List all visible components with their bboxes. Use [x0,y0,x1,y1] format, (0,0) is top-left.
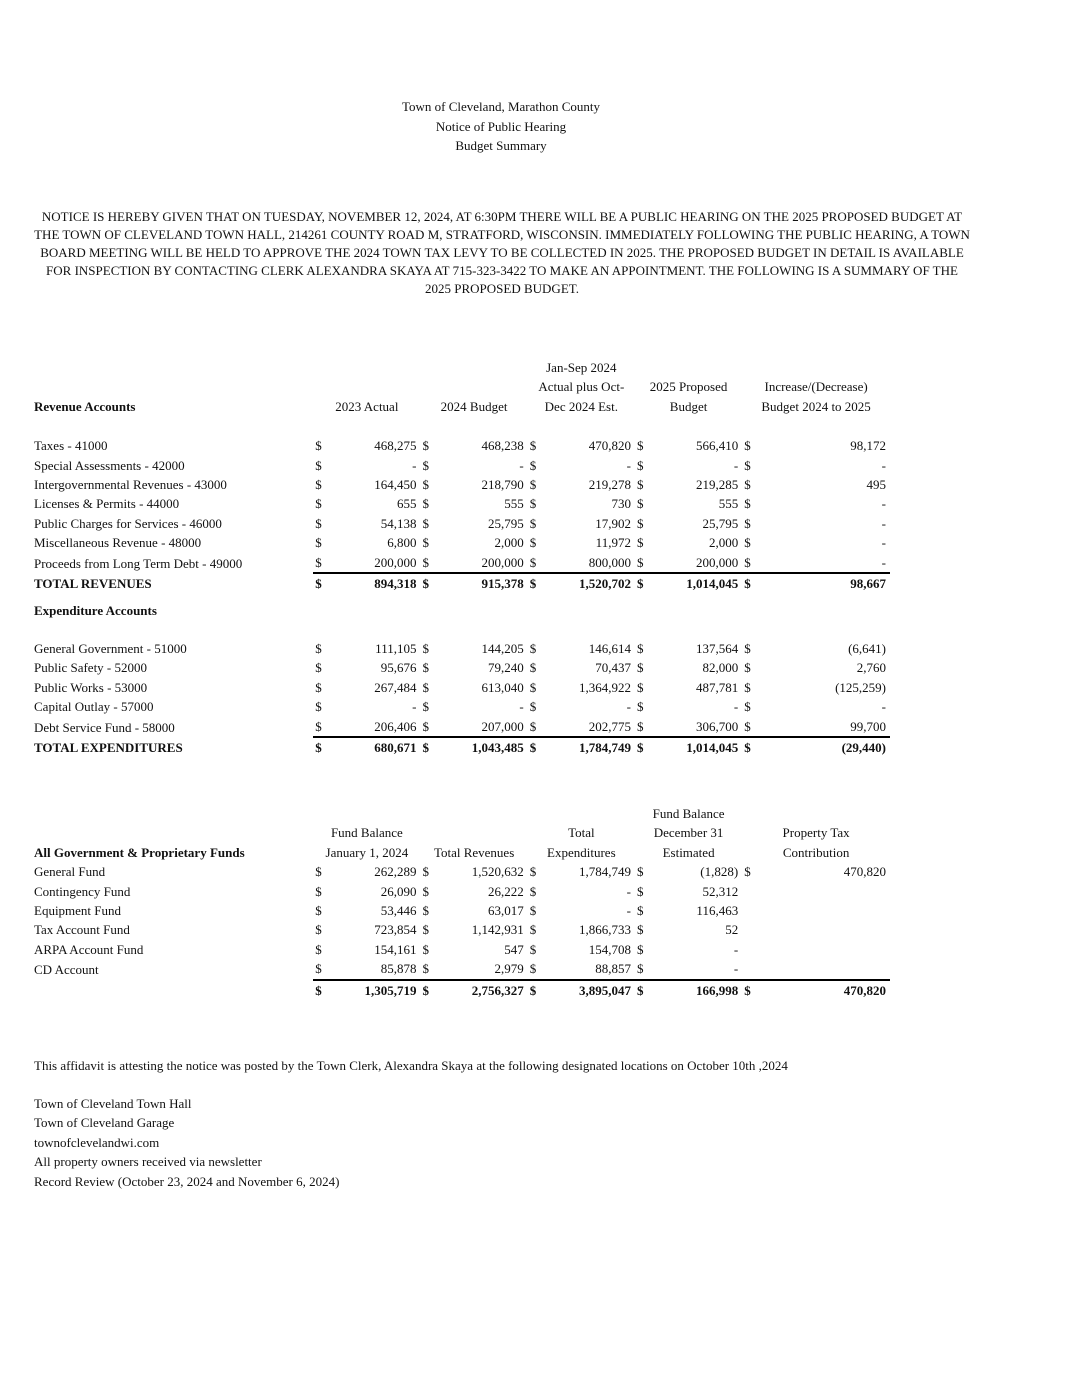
fund-row-2-label: Contingency Fund [34,883,131,899]
revenue-row-3-value-2: 218,790 [481,477,524,493]
fund-row-2-value-4: 52,312 [702,883,739,899]
col-2025-proposed: 2025 Proposed Budget [649,379,728,414]
fund-row-5-currency-5 [742,940,758,959]
expenditure-row-4-value-5: - [881,699,886,715]
fund-row-2-currency-3: $ [529,883,537,899]
expenditure-row-4 [34,697,890,716]
revenue-row-3-value-3: 219,278 [588,477,631,493]
expenditure-row-3-currency-4: $ [636,679,644,695]
revenue-row-4-value-3: 730 [611,496,631,512]
revenue-row-4-value-2: 555 [504,496,524,512]
expenditure-row-1-value-1: 111,105 [375,640,417,656]
fund-row-4-currency-1: $ [315,922,322,938]
revenue-row-1-value-1: 468,275 [374,438,417,454]
fund-row-3-value-3: - [626,903,631,919]
revenue-row-2-currency-1: $ [315,457,322,473]
expenditure-row-2-currency-3: $ [529,660,537,676]
fund-row-5-value-2: 547 [504,941,524,957]
expenditure-row-4-currency-4: $ [636,699,644,715]
revenue-row-3 [34,475,890,494]
revenue-row-6-currency-4: $ [636,535,644,551]
expenditure-row-3 [34,678,890,697]
fund-row-1-currency-4: $ [636,864,644,880]
funds-total-row-currency-1: $ [313,980,329,1000]
fund-row-3-value-1: 53,446 [380,903,417,919]
revenue-row-7-label: Proceeds from Long Term Debt - 49000 [34,555,243,571]
expenditure-row-5-currency-3: $ [528,717,544,737]
revenue-row-5-currency-3: $ [529,515,537,531]
expenditure-row-1-currency-1: $ [315,640,322,656]
revenue-row-5 [34,514,890,533]
revenue-row-7-value-5: - [758,553,890,573]
expenditure-row-5-value-5: 99,700 [758,717,890,737]
location-item-3: townofclevelandwi.com [34,1134,160,1150]
fund-row-1-label: General Fund [34,864,106,880]
expenditure-row-4-value-3: - [626,699,631,715]
expenditure-row-3-currency-3: $ [529,679,537,695]
revenue-row-1-label: Taxes - 41000 [34,438,108,454]
revenue-row-5-value-5: - [881,515,886,531]
fund-row-1 [34,862,890,881]
expenditure-row-2-label: Public Safety - 52000 [34,660,148,676]
total-expenditures-row [34,737,890,757]
total-expenditures-row-currency-1: $ [313,737,329,757]
revenue-row-5-value-4: 25,795 [702,515,739,531]
total-revenues-row-currency-1: $ [313,573,329,593]
fund-row-5-value-5 [758,940,890,959]
expenditure-row-2-currency-4: $ [636,660,644,676]
expenditure-row-5-value-1: 206,406 [329,717,420,737]
expenditure-row-5-value-2: 207,000 [437,717,528,737]
expenditure-row-4-value-4: - [733,699,739,715]
fund-row-1-value-3: 1,784,749 [578,864,631,880]
revenue-row-1 [34,436,890,455]
affidavit-statement: This affidavit is attesting the notice was posted by the Town Clerk, Alexandra Skaya at the following designated locations on October 10th ,2024 [34,1058,788,1073]
revenue-row-2-currency-5: $ [744,457,751,473]
revenue-row-6-value-3: 11,972 [595,535,631,551]
revenue-row-1-value-3: 470,820 [588,438,631,454]
expenditure-row-1-currency-4: $ [636,640,644,656]
revenue-row-7-currency-4: $ [635,553,651,573]
total-expenditures-row-currency-3: $ [528,737,544,757]
budget-summary-table [34,358,890,757]
revenue-row-1-currency-5: $ [744,438,751,454]
total-revenues-row-value-4: 1,014,045 [651,573,742,593]
col-increase-decrease: Increase/(Decrease) Budget 2024 to 2025 [761,379,871,414]
revenue-row-7-value-3: 800,000 [544,553,635,573]
total-expenditures-row-currency-5: $ [742,737,758,757]
fund-row-6-value-1: 85,878 [329,959,420,979]
col-property-tax: Property Tax Contribution [782,825,850,860]
fund-row-3 [34,901,890,920]
expenditure-row-1-value-2: 144,205 [481,640,524,656]
revenue-row-6-currency-5: $ [744,535,751,551]
fund-row-3-value-4: 116,463 [696,903,739,919]
fund-row-4-label: Tax Account Fund [34,922,130,938]
fund-row-5-value-1: 154,161 [374,941,417,957]
revenue-row-3-currency-5: $ [744,477,751,493]
expenditure-row-2-currency-1: $ [315,660,322,676]
expenditure-row-2-value-5: 2,760 [856,660,886,676]
funds-total-row-currency-5: $ [742,980,758,1000]
col-fund-balance-dec: Fund Balance December 31 Estimated [652,806,725,860]
expenditure-row-1 [34,639,890,658]
expenditure-row-3-value-3: 1,364,922 [578,679,631,695]
total-expenditures-row-value-5: (29,440) [758,737,890,757]
fund-row-5-currency-4: $ [636,941,644,957]
revenue-row-7-value-1: 200,000 [329,553,420,573]
expenditure-row-5 [34,717,890,737]
expenditure-row-4-currency-1: $ [315,699,322,715]
fund-row-5-label: ARPA Account Fund [34,941,144,957]
expenditure-row-4-value-2: - [519,699,524,715]
expenditure-row-4-value-1: - [412,699,417,715]
total-expenditures-row-value-3: 1,784,749 [544,737,635,757]
revenue-row-3-currency-3: $ [529,477,537,493]
expenditure-row-2-value-3: 70,437 [595,660,631,676]
funds-heading: All Government & Proprietary Funds [34,844,245,860]
expenditure-row-3-value-4: 487,781 [695,679,739,695]
fund-row-6-currency-5 [742,959,758,979]
revenue-row-2-value-4: - [733,457,739,473]
fund-row-2 [34,882,890,901]
col-fund-balance-jan: Fund Balance January 1, 2024 [325,825,409,860]
fund-row-2-currency-2: $ [422,883,429,899]
expenditure-accounts-heading: Expenditure Accounts [34,603,157,619]
funds-total-row [34,980,890,1000]
revenue-accounts-heading: Revenue Accounts [34,398,136,414]
revenue-row-4-value-5: - [881,496,886,512]
revenue-row-5-currency-2: $ [422,515,429,531]
fund-row-2-value-2: 26,222 [487,883,524,899]
fund-row-3-value-5 [758,901,890,920]
revenue-row-7-currency-5: $ [742,553,758,573]
funds-total-row-value-4: 166,998 [651,980,742,1000]
expenditure-row-5-currency-2: $ [420,717,436,737]
revenue-row-3-value-5: 495 [866,477,886,493]
budget-spacer-3-cell [34,621,890,639]
fund-row-4-value-2: 1,142,931 [471,922,524,938]
fund-row-5 [34,940,890,959]
location-item-5: Record Review (October 23, 2024 and November 6, 2024) [34,1173,340,1189]
total-revenues-row-currency-3: $ [528,573,544,593]
revenue-row-2-currency-4: $ [636,457,644,473]
fund-row-4-currency-4: $ [636,922,644,938]
budget-spacer-2-cell [34,593,890,601]
col-total-revenues: Total Revenues [433,844,515,860]
fund-row-4-value-3: 1,866,733 [578,922,631,938]
expenditure-row-2 [34,658,890,677]
fund-row-6-currency-2: $ [420,959,436,979]
revenue-row-6-value-4: 2,000 [708,535,739,551]
revenue-row-6-value-1: 6,800 [387,535,417,551]
expenditure-row-1-value-4: 137,564 [695,640,739,656]
fund-row-1-value-2: 1,520,632 [471,864,524,880]
fund-row-4-currency-5 [742,920,758,939]
revenue-row-1-value-2: 468,238 [481,438,524,454]
fund-row-5-currency-2: $ [422,941,429,957]
total-revenues-row-currency-4: $ [635,573,651,593]
funds-total-row-currency-4: $ [635,980,651,1000]
fund-row-6 [34,959,890,979]
total-expenditures-row-label: TOTAL EXPENDITURES [34,739,183,755]
fund-row-3-currency-4: $ [636,903,644,919]
revenue-row-4-currency-5: $ [744,496,751,512]
total-expenditures-row-currency-2: $ [420,737,436,757]
location-item-2: Town of Cleveland Garage [34,1115,175,1131]
revenue-row-7-currency-3: $ [528,553,544,573]
total-expenditures-row-value-1: 680,671 [329,737,420,757]
fund-row-1-currency-5: $ [744,864,751,880]
revenue-row-4-value-4: 555 [718,496,739,512]
fund-row-1-value-5: 470,820 [843,864,886,880]
funds-table [34,804,890,1000]
revenue-row-4-currency-4: $ [636,496,644,512]
fund-row-2-currency-4: $ [636,883,644,899]
budget-spacer-3 [34,621,890,639]
revenue-row-3-value-1: 164,450 [374,477,417,493]
total-revenues-row-value-2: 915,378 [437,573,528,593]
total-revenues-row-currency-2: $ [420,573,436,593]
col-2024-actual-est: Jan-Sep 2024 Actual plus Oct- Dec 2024 Est. [538,360,625,414]
fund-row-2-value-5 [758,882,890,901]
notice-paragraph: NOTICE IS HEREBY GIVEN THAT ON TUESDAY, NOVEMBER 12, 2024, AT 6:30PM THERE WILL BE A PUBLIC HEARING ON THE 2025 PROPOSED BUDGET AT THE TOWN OF CLEVELAND TOWN HALL, 214261 COUNTY ROAD M, STRATFORD, WISCONSIN. IMMEDIATELY FOLLOWING THE PUBLIC HEARING, A TOWN BOARD MEETING WILL BE HELD TO APPROVE THE 2024 TOWN TAX LEVY TO BE COLLECTED IN 2025. THE PROPOSED BUDGET IN DETAIL IS AVAILABLE FOR INSPECTION BY CONTACTING CLERK ALEXANDRA SKAYA AT 715-323-3422 TO MAKE AN APPOINTMENT. THE FOLLOWING IS A SUMMARY OF THE 2025 PROPOSED BUDGET. [34,209,970,296]
revenue-row-5-label: Public Charges for Services - 46000 [34,515,222,531]
budget-header-row [34,358,890,416]
revenue-row-5-currency-5: $ [744,515,751,531]
revenue-row-7 [34,553,890,573]
fund-row-6-currency-1: $ [313,959,329,979]
fund-row-2-value-3: - [626,883,631,899]
funds-total-row-value-1: 1,305,719 [329,980,420,1000]
revenue-row-5-value-3: 17,902 [595,515,631,531]
expenditure-row-3-currency-2: $ [422,679,429,695]
revenue-row-5-currency-1: $ [315,515,322,531]
funds-total-row-currency-2: $ [420,980,436,1000]
fund-row-6-currency-4: $ [635,959,651,979]
revenue-row-2-value-5: - [881,457,886,473]
fund-row-3-value-2: 63,017 [487,903,524,919]
expenditure-row-5-value-3: 202,775 [544,717,635,737]
revenue-row-5-value-1: 54,138 [380,515,417,531]
fund-row-3-currency-2: $ [422,903,429,919]
expenditure-row-2-currency-2: $ [422,660,429,676]
revenue-row-7-value-4: 200,000 [651,553,742,573]
revenue-row-2 [34,456,890,475]
revenue-row-6 [34,533,890,552]
budget-spacer-2 [34,593,890,601]
expenditure-row-5-currency-4: $ [635,717,651,737]
expenditure-accounts-heading-row [34,601,890,620]
fund-row-6-label: CD Account [34,962,99,978]
revenue-row-3-currency-2: $ [422,477,429,493]
total-revenues-row [34,573,890,593]
revenue-row-4-currency-1: $ [315,496,322,512]
budget-spacer-1 [34,416,890,436]
col-total-expenditures: Total Expenditures [547,825,616,860]
location-item-4: All property owners received via newsletter [34,1154,262,1170]
fund-row-6-value-5 [758,959,890,979]
revenue-row-5-currency-4: $ [636,515,644,531]
expenditure-row-5-currency-1: $ [313,717,329,737]
revenue-row-2-currency-2: $ [422,457,429,473]
total-expenditures-row-value-2: 1,043,485 [437,737,528,757]
expenditure-row-3-value-1: 267,484 [374,679,417,695]
revenue-row-6-label: Miscellaneous Revenue - 48000 [34,535,202,551]
revenue-row-3-currency-1: $ [315,477,322,493]
expenditure-row-1-currency-3: $ [529,640,537,656]
revenue-row-2-currency-3: $ [529,457,537,473]
fund-row-3-label: Equipment Fund [34,903,122,919]
fund-row-1-currency-1: $ [315,864,322,880]
header-budget-summary: Budget Summary [455,138,547,153]
funds-total-row-value-2: 2,756,327 [437,980,528,1000]
fund-row-6-currency-3: $ [528,959,544,979]
revenue-row-6-value-5: - [881,535,886,551]
fund-row-3-currency-3: $ [529,903,537,919]
revenue-row-4-currency-2: $ [422,496,429,512]
fund-row-5-value-3: 154,708 [588,941,631,957]
fund-row-5-value-4: - [733,941,739,957]
fund-row-2-value-1: 26,090 [380,883,417,899]
revenue-row-7-currency-2: $ [420,553,436,573]
revenue-row-3-value-4: 219,285 [695,477,739,493]
revenue-row-6-value-2: 2,000 [494,535,524,551]
fund-row-6-value-3: 88,857 [544,959,635,979]
fund-row-1-currency-2: $ [422,864,429,880]
expenditure-row-4-label: Capital Outlay - 57000 [34,699,154,715]
revenue-row-7-value-2: 200,000 [437,553,528,573]
revenue-row-4-currency-3: $ [529,496,537,512]
fund-row-2-currency-1: $ [315,883,322,899]
fund-row-1-value-4: (1,828) [700,864,739,880]
revenue-row-6-currency-3: $ [529,535,537,551]
funds-total-row-value-5: 470,820 [758,980,890,1000]
total-expenditures-row-currency-4: $ [635,737,651,757]
revenue-row-7-currency-1: $ [313,553,329,573]
fund-row-1-value-1: 262,289 [374,864,417,880]
total-revenues-row-value-5: 98,667 [758,573,890,593]
funds-total-row-currency-3: $ [528,980,544,1000]
header-notice-title: Notice of Public Hearing [435,118,567,134]
expenditure-row-1-value-5: (6,641) [848,640,886,656]
expenditure-row-3-label: Public Works - 53000 [34,679,148,695]
funds-total-row-value-3: 3,895,047 [544,980,635,1000]
revenue-row-4-label: Licenses & Permits - 44000 [34,496,180,512]
expenditure-row-2-value-1: 95,676 [380,660,417,676]
expenditure-row-4-currency-5: $ [744,699,751,715]
revenue-row-6-currency-2: $ [422,535,429,551]
fund-row-3-currency-1: $ [315,903,322,919]
expenditure-row-3-currency-5: $ [744,679,751,695]
fund-row-6-value-2: 2,979 [437,959,528,979]
total-revenues-row-currency-5: $ [742,573,758,593]
fund-row-4-currency-3: $ [529,922,537,938]
expenditure-row-3-currency-1: $ [315,679,322,695]
total-expenditures-row-value-4: 1,014,045 [651,737,742,757]
revenue-row-3-label: Intergovernmental Revenues - 43000 [34,477,227,493]
revenue-row-1-currency-3: $ [529,438,537,454]
funds-total-row-label [34,980,313,1000]
expenditure-row-2-value-2: 79,240 [487,660,524,676]
expenditure-row-1-currency-2: $ [422,640,429,656]
expenditure-row-1-label: General Government - 51000 [34,640,187,656]
revenue-row-2-value-1: - [412,457,417,473]
expenditure-row-5-value-4: 306,700 [651,717,742,737]
revenue-row-1-currency-4: $ [636,438,644,454]
fund-row-4-value-4: 52 [725,922,739,938]
revenue-row-6-currency-1: $ [315,535,322,551]
fund-row-6-value-4: - [651,959,742,979]
expenditure-row-3-value-5: (125,259) [835,679,886,695]
total-revenues-row-label: TOTAL REVENUES [34,576,152,592]
fund-row-4-value-1: 723,854 [374,922,417,938]
fund-row-5-currency-3: $ [529,941,537,957]
fund-row-5-currency-1: $ [315,941,322,957]
revenue-row-1-currency-2: $ [422,438,429,454]
col-2024-budget: 2024 Budget [440,398,508,414]
revenue-row-1-currency-1: $ [315,438,322,454]
revenue-row-3-currency-4: $ [636,477,644,493]
expenditure-row-2-currency-5: $ [744,660,751,676]
expenditure-row-1-currency-5: $ [744,640,751,656]
fund-row-1-currency-3: $ [529,864,537,880]
fund-row-4-value-5 [758,920,890,939]
expenditure-accounts-heading-filler [313,601,890,620]
revenue-row-2-label: Special Assessments - 42000 [34,457,185,473]
document-header [0,97,1002,156]
revenue-row-2-value-2: - [519,457,524,473]
col-2023-actual: 2023 Actual [335,398,399,414]
expenditure-row-1-value-3: 146,614 [588,640,631,656]
posting-locations [34,1094,339,1191]
fund-row-4-currency-2: $ [422,922,429,938]
revenue-row-1-value-4: 566,410 [695,438,739,454]
total-revenues-row-value-3: 1,520,702 [544,573,635,593]
funds-header-row [34,804,890,862]
header-town: Town of Cleveland, Marathon County [401,99,601,114]
expenditure-row-3-value-2: 613,040 [481,679,524,695]
fund-row-2-currency-5 [742,882,758,901]
expenditure-row-4-currency-2: $ [422,699,429,715]
expenditure-row-2-value-4: 82,000 [702,660,739,676]
revenue-row-1-value-5: 98,172 [850,438,886,454]
expenditure-row-5-label: Debt Service Fund - 58000 [34,719,175,735]
expenditure-row-4-currency-3: $ [529,699,537,715]
revenue-row-4 [34,494,890,513]
revenue-row-5-value-2: 25,795 [487,515,524,531]
fund-row-3-currency-5 [742,901,758,920]
fund-row-4 [34,920,890,939]
revenue-row-4-value-1: 655 [396,496,417,512]
location-item-1: Town of Cleveland Town Hall [34,1096,192,1111]
expenditure-row-5-currency-5: $ [742,717,758,737]
total-revenues-row-value-1: 894,318 [329,573,420,593]
budget-spacer-1-cell [34,416,890,436]
revenue-row-2-value-3: - [626,457,631,473]
